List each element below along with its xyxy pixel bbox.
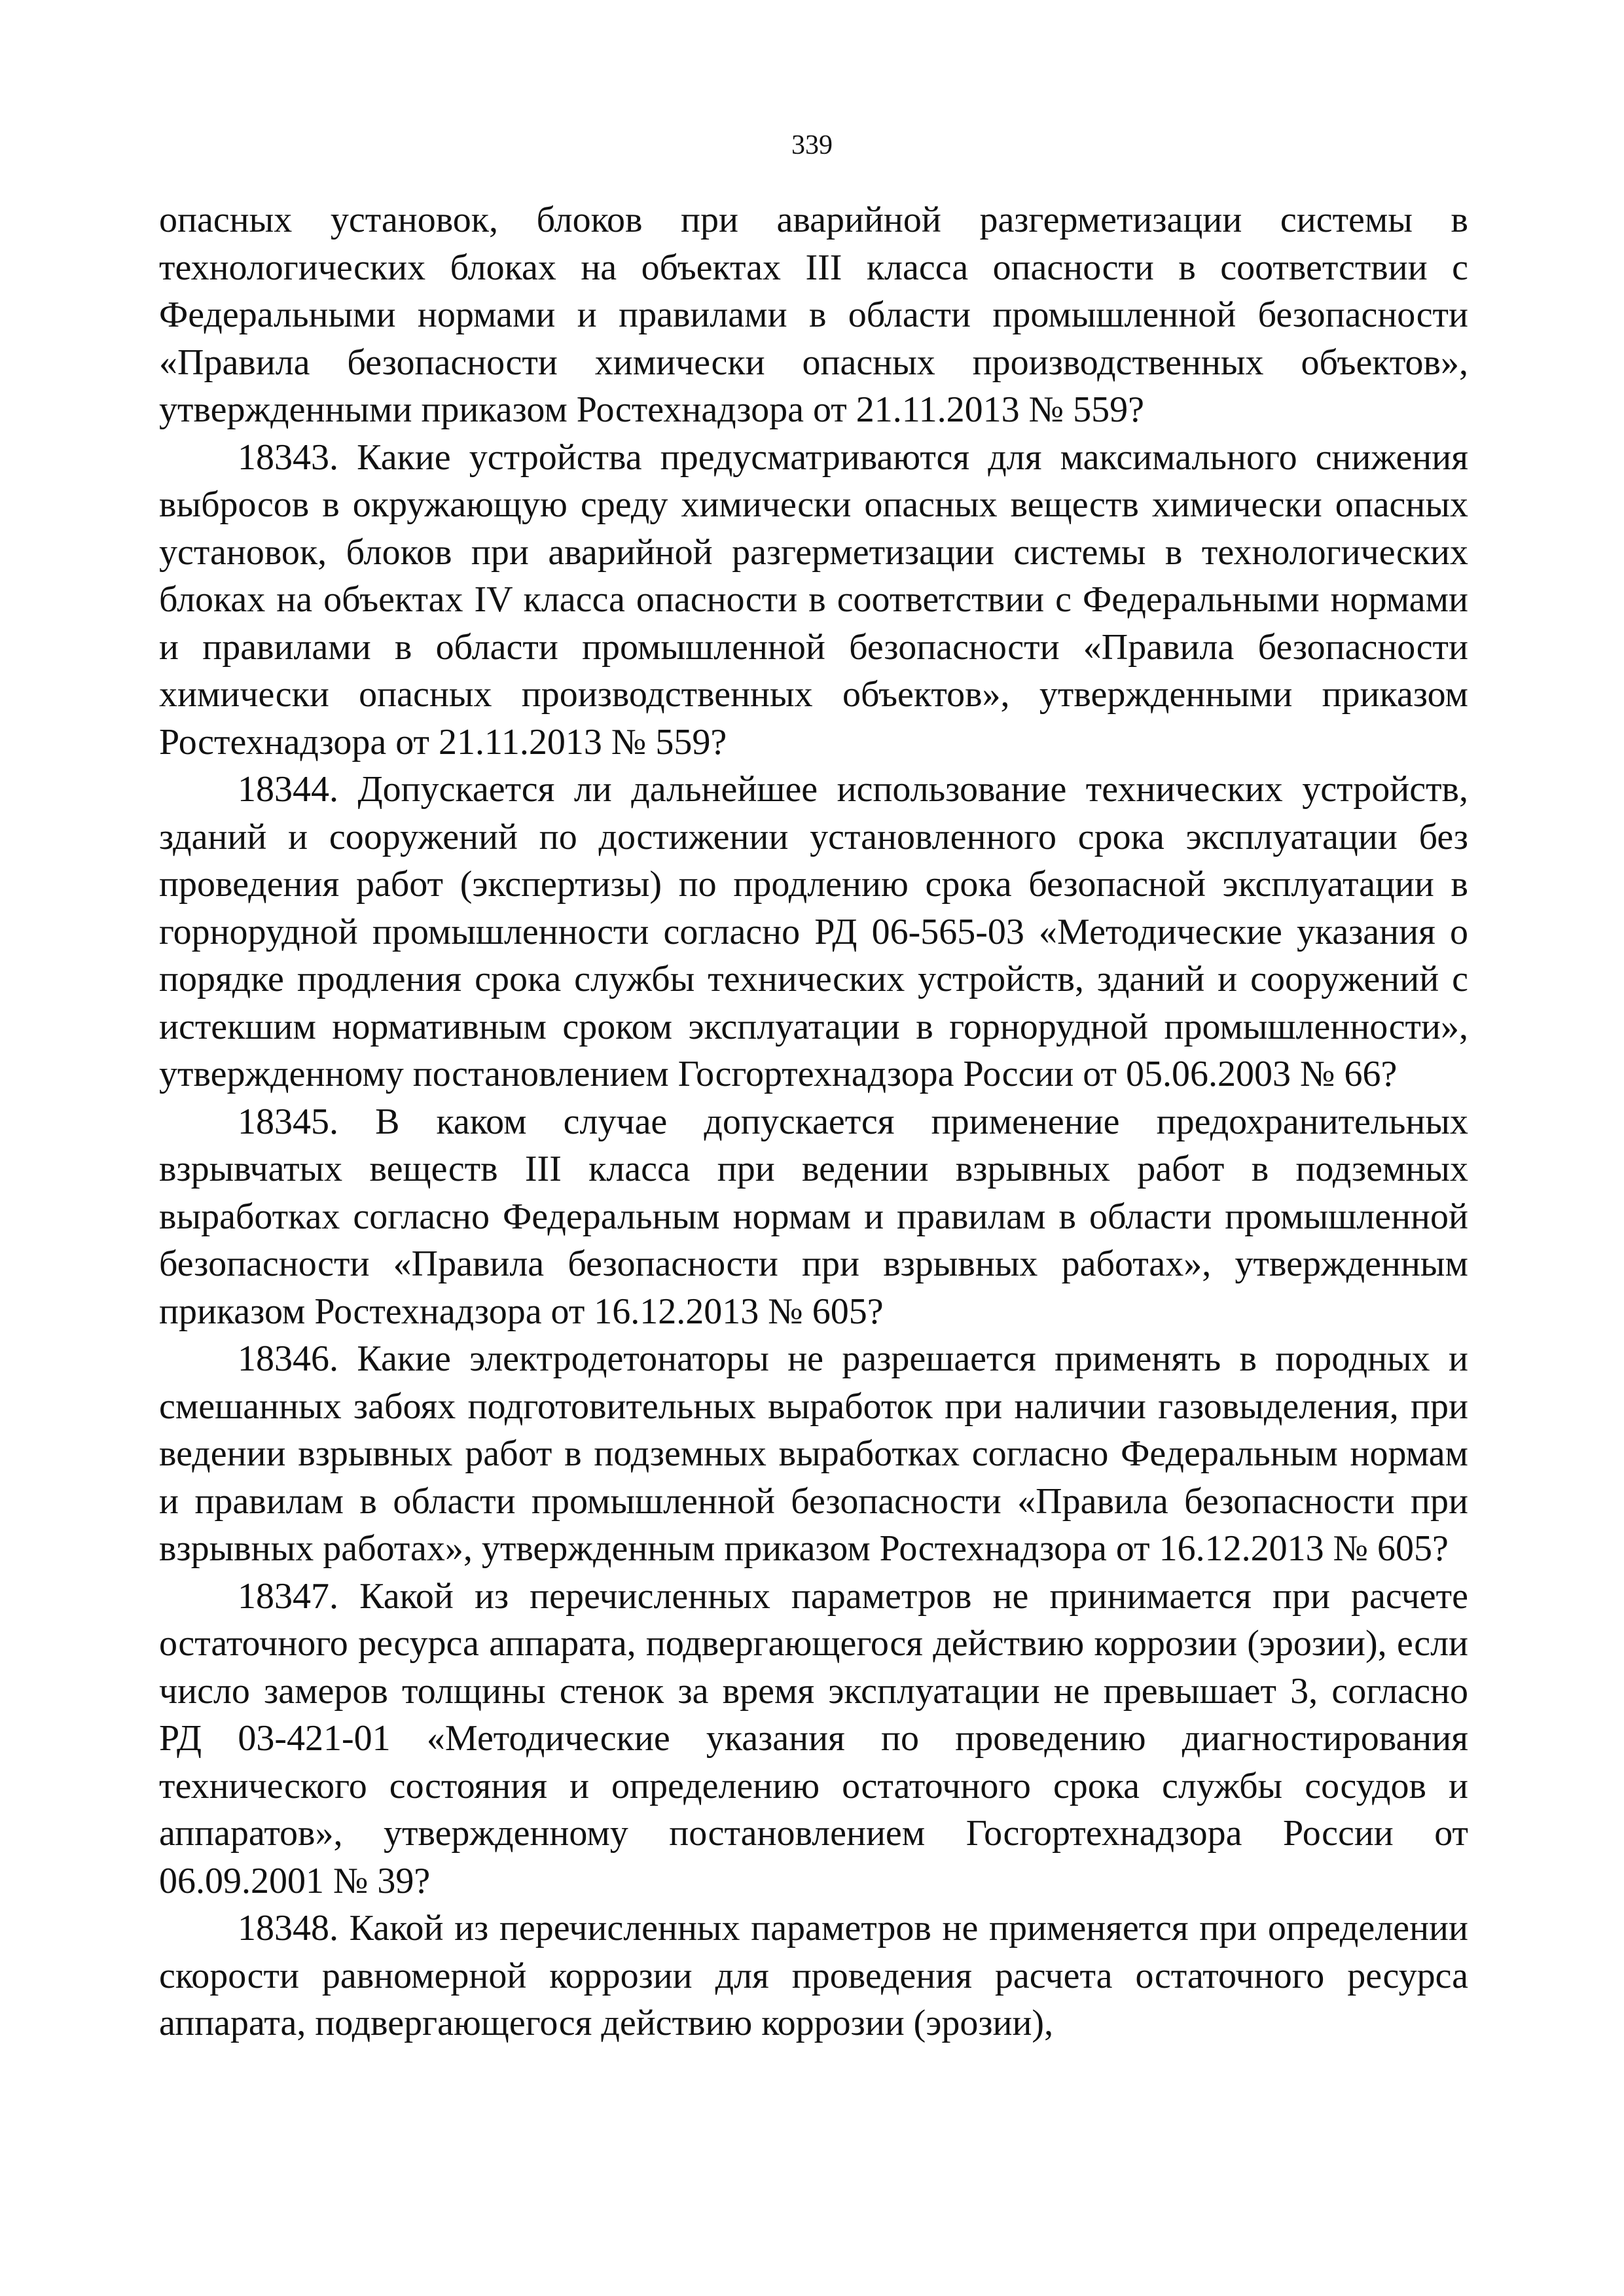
question-18347: 18347. Какой из перечисленных параметров не принимается при расчете остаточного ресурса аппарата, подвергающегося действию коррозии (эрозии), если число замеров толщины стенок за время эксплуатации не превышает 3, согласно РД 03-421-01 «Методические указания по проведению диагностирования технического состояния и определению остаточного срока службы сосудов и аппаратов», утвержденному постановлением Госгортехнадзора России от 06.09.2001 № 39?	[159, 1575, 1468, 1901]
question-18343: 18343. Какие устройства предусматриваются для максимального снижения выбросов в окружающую среду химически опасных веществ химически опасных установок, блоков при аварийной разгерметизации системы в технологических блоках на объектах IV класса опасности в соответствии с Федеральными нормами и правилами в области промышленной безопасности «Правила безопасности химически опасных производственных объектов», утвержденными приказом Ростехнадзора от 21.11.2013 № 559?	[159, 437, 1468, 762]
page-number: 339	[791, 130, 833, 160]
question-18345: 18345. В каком случае допускается применение предохранительных взрывчатых веществ III класса при ведении взрывных работ в подземных выработках согласно Федеральным нормам и правилам в области промышленной безопасности «Правила безопасности при взрывных работах», утвержденным приказом Ростехнадзора от 16.12.2013 № 605?	[159, 1101, 1468, 1332]
question-18346: 18346. Какие электродетонаторы не разрешается применять в породных и смешанных забоях подготовительных выработок при наличии газовыделения, при ведении взрывных работ в подземных выработках согласно Федеральным нормам и правилам в области промышленной безопасности «Правила безопасности при взрывных работах», утвержденным приказом Ростехнадзора от 16.12.2013 № 605?	[159, 1338, 1468, 1569]
question-18344: 18344. Допускается ли дальнейшее использование технических устройств, зданий и сооружений по достижении установленного срока эксплуатации без проведения работ (экспертизы) по продлению срока безопасной эксплуатации в горнорудной промышленности согласно РД 06-565-03 «Методические указания о порядке продления срока службы технических устройств, зданий и сооружений с истекшим нормативным сроком эксплуатации в горнорудной промышленности», утвержденному постановлением Госгортехнадзора России от 05.06.2003 № 66?	[159, 769, 1468, 1094]
question-18348: 18348. Какой из перечисленных параметров не применяется при определении скорости равномерной коррозии для проведения расчета остаточного ресурса аппарата, подвергающегося действию коррозии (эрозии),	[159, 1908, 1468, 2043]
document-body	[159, 196, 1468, 2047]
paragraph-continuation: опасных установок, блоков при аварийной разгерметизации системы в технологических блоках на объектах III класса опасности в соответствии с Федеральными нормами и правилами в области промышленной безопасности «Правила безопасности химически опасных производственных объектов», утвержденными приказом Ростехнадзора от 21.11.2013 № 559?	[159, 200, 1468, 430]
